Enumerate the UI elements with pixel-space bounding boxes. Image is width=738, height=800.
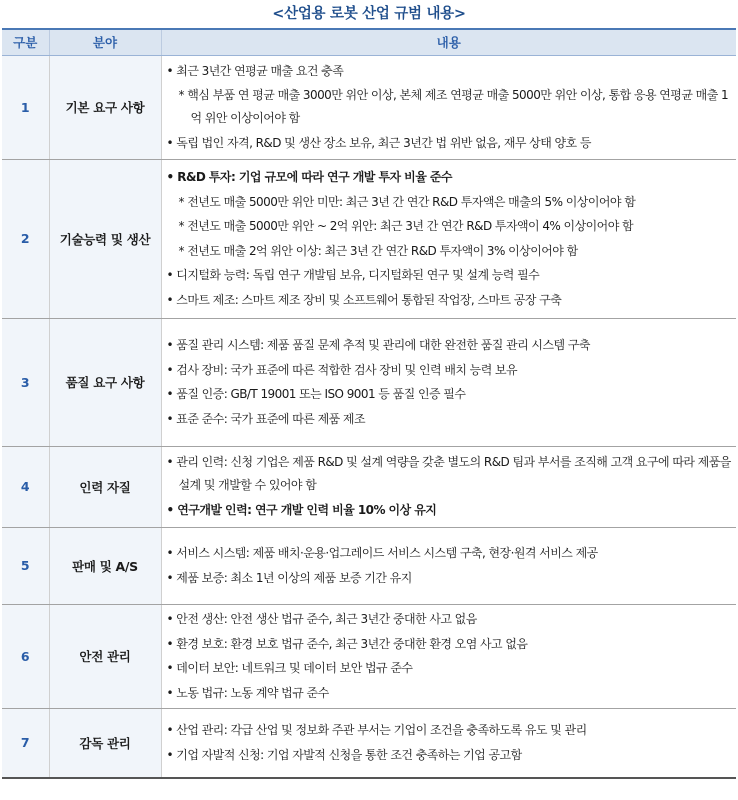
content-line: * 전년도 매출 5000만 위안 미만: 최근 3년 간 연간 R&D 투자액은 매출의 5% 이상이어야 함: [178, 194, 636, 209]
row-content: [161, 55, 736, 159]
row-field: 기본 요구 사항: [49, 55, 161, 159]
regulation-table: [2, 28, 736, 779]
row-num: 7: [2, 708, 49, 778]
row-content: [161, 527, 736, 604]
content-line: • 디지털화 능력: 독립 연구 개발팀 보유, 디지털화된 연구 및 설계 능력 필수: [166, 268, 540, 282]
table-title: <산업용 로봇 산업 규범 내용>: [272, 6, 466, 22]
header-num: 구분: [2, 29, 49, 55]
table-row: [2, 708, 736, 778]
table-row: [2, 318, 736, 446]
content-line: • 독립 법인 자격, R&D 및 생산 장소 보유, 최근 3년간 법 위반 없음, 재무 상태 양호 등: [166, 135, 591, 150]
row-field: 기술능력 및 생산: [49, 159, 161, 318]
row-content: [161, 446, 736, 527]
row-num: 5: [2, 527, 49, 604]
row-content: [161, 708, 736, 778]
content-line: • 연구개발 인력: 연구 개발 인력 비율 10% 이상 유지: [166, 502, 437, 517]
content-line: • 품질 인증: GB/T 19001 또는 ISO 9001 등 품질 인증 필수: [166, 387, 466, 401]
content-line: • 스마트 제조: 스마트 제조 장비 및 소프트웨어 통합된 작업장, 스마트 공장 구축: [166, 292, 562, 307]
table-row: [2, 159, 736, 318]
content-line: * 전년도 매출 5000만 위안 ~ 2억 위안: 최근 3년 간 연간 R&D 투자액이 4% 이상이어야 함: [178, 219, 634, 233]
row-field: 안전 관리: [49, 604, 161, 708]
row-content: [161, 318, 736, 446]
row-num: 4: [2, 446, 49, 527]
row-content: [161, 159, 736, 318]
header-content: 내용: [161, 29, 736, 55]
content-line: • 관리 인력: 신청 기업은 제품 R&D 및 설계 역량을 갖춘 별도의 R&D 팀과 부서를 조직해 고객 요구에 따라 제품을 설계 및 개발할 수 있어야 함: [166, 454, 731, 493]
content-line: • 기업 자발적 신청: 기업 자발적 신청을 통한 조건 충족하는 기업 공고함: [166, 747, 522, 762]
content-line: * 핵심 부품 연 평균 매출 3000만 위안 이상, 본체 제조 연평균 매출 5000만 위안 이상, 통합 응용 연평균 매출 1억 위안 이상이어야 함: [178, 87, 729, 125]
content-line: • 데이터 보안: 네트워크 및 데이터 보안 법규 준수: [166, 661, 413, 675]
table-row: [2, 55, 736, 159]
row-num: 6: [2, 604, 49, 708]
content-line: • 제품 보증: 최소 1년 이상의 제품 보증 기간 유지: [166, 570, 412, 585]
row-field: 감독 관리: [49, 708, 161, 778]
content-line: • 표준 준수: 국가 표준에 따른 제품 제조: [166, 411, 366, 426]
content-line: • 노동 법규: 노동 계약 법규 준수: [166, 685, 329, 700]
table-row: [2, 446, 736, 527]
row-num: 3: [2, 318, 49, 446]
table-row: [2, 527, 736, 604]
content-line: • 품질 관리 시스템: 제품 품질 문제 추적 및 관리에 대한 완전한 품질 관리 시스템 구축: [166, 338, 590, 352]
row-field: 판매 및 A/S: [49, 527, 161, 604]
content-line: • 안전 생산: 안전 생산 법규 준수, 최근 3년간 중대한 사고 없음: [166, 612, 477, 626]
content-line: • 검사 장비: 국가 표준에 따른 적합한 검사 장비 및 인력 배치 능력 보유: [166, 362, 518, 377]
content-line: • 서비스 시스템: 제품 배치·운용·업그레이드 서비스 시스템 구축, 현장·원격 서비스 제공: [166, 546, 598, 560]
row-num: 1: [2, 55, 49, 159]
row-field: 인력 자질: [49, 446, 161, 527]
content-line: • 산업 관리: 각급 산업 및 정보화 주관 부서는 기업이 조건을 충족하도록 유도 및 관리: [166, 723, 587, 738]
row-num: 2: [2, 159, 49, 318]
content-line: • R&D 투자: 기업 규모에 따라 연구 개발 투자 비율 준수: [166, 170, 452, 184]
content-line: • 최근 3년간 연평균 매출 요건 충족: [166, 64, 344, 78]
table-header-row: [2, 29, 736, 55]
header-field: 분야: [49, 29, 161, 55]
row-field: 품질 요구 사항: [49, 318, 161, 446]
content-line: * 전년도 매출 2억 위안 이상: 최근 3년 간 연간 R&D 투자액이 3% 이상이어야 함: [178, 243, 578, 258]
table-row: [2, 604, 736, 708]
row-content: [161, 604, 736, 708]
content-line: • 환경 보호: 환경 보호 법규 준수, 최근 3년간 중대한 환경 오염 사고 없음: [166, 636, 528, 651]
